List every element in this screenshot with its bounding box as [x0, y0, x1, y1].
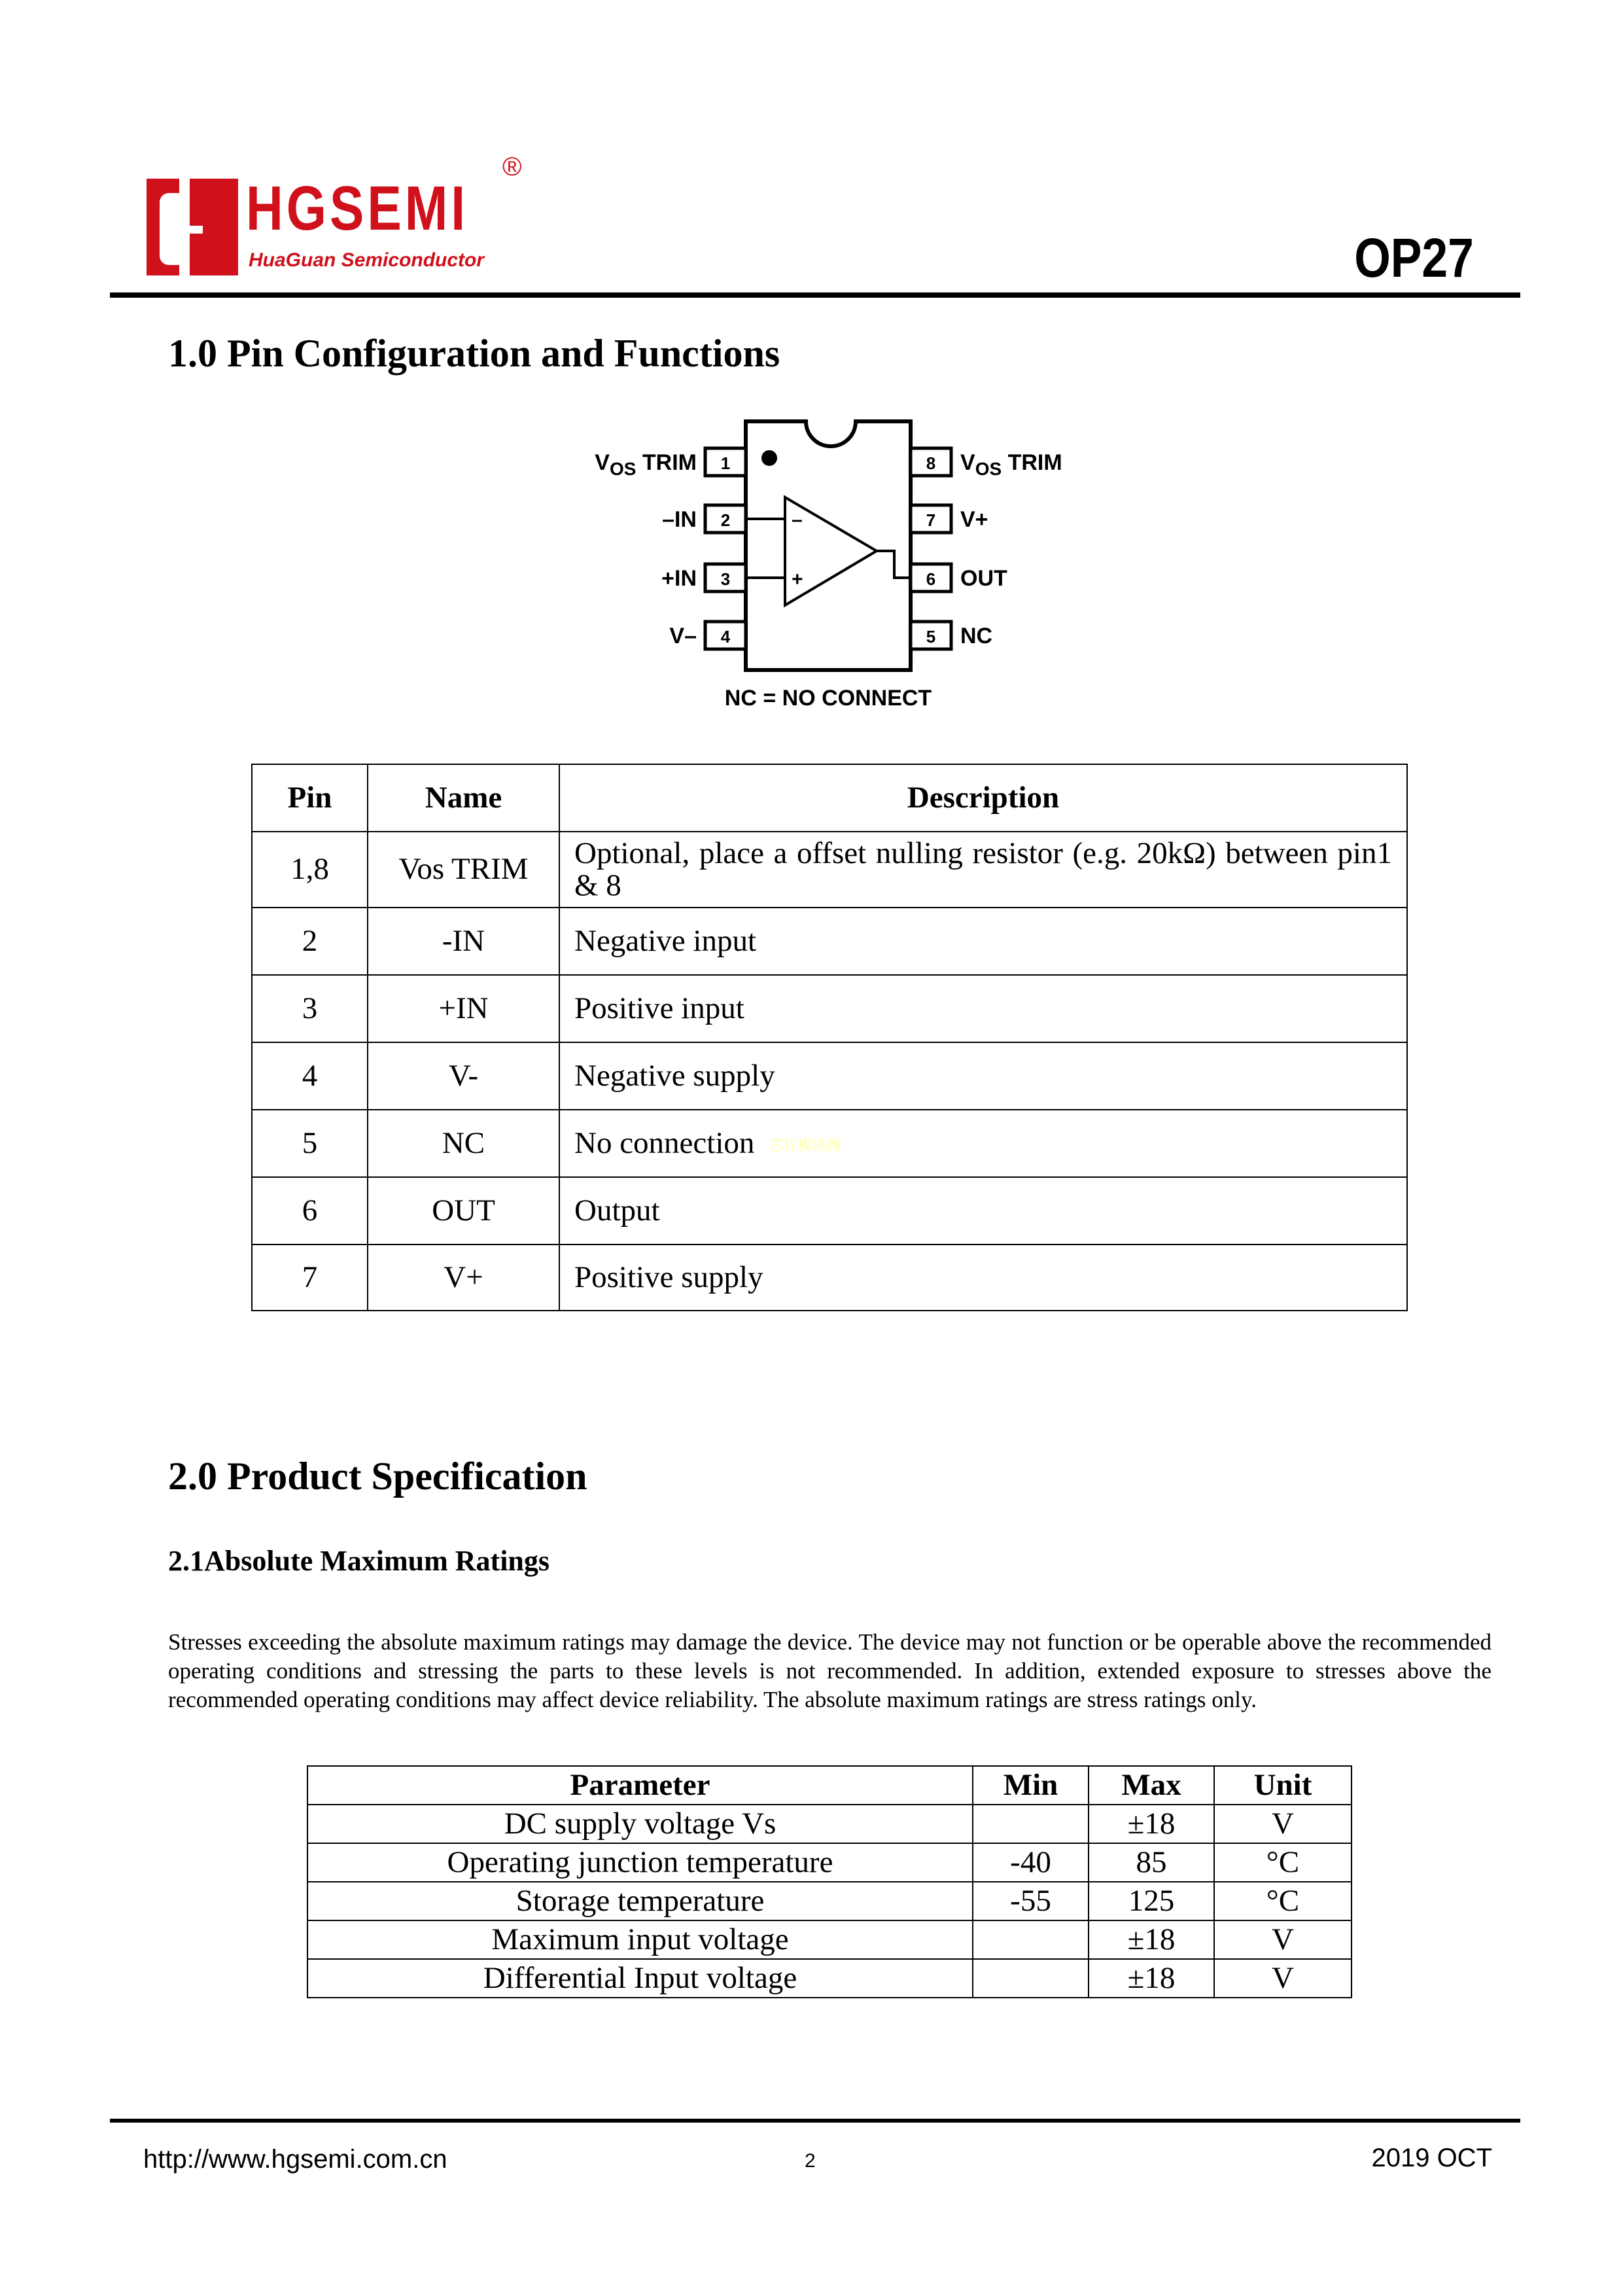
pin-2: [662, 505, 746, 533]
table-cell: Vos TRIM: [368, 832, 559, 908]
column-header: Description: [559, 764, 1407, 832]
table-cell: [973, 1959, 1089, 1998]
table-row: [252, 832, 1407, 908]
pin-5: [911, 622, 992, 649]
pin-1: [595, 448, 746, 479]
svg-text:2: 2: [720, 510, 731, 530]
svg-text:1: 1: [720, 453, 731, 473]
table-cell: Operating junction temperature: [307, 1843, 973, 1882]
table-cell: [973, 1805, 1089, 1843]
ratings-paragraph: Stresses exceeding the absolute maximum ratings may damage the device. The device may not function or be operable above the recommended operating conditions and stressing the parts to these levels is not recommended. In addition, extended exposure to stresses above the recommended operating conditions may affect device reliability. The absolute maximum ratings are stress ratings only.: [168, 1629, 1492, 1712]
section-title-product-spec: 2.0 Product Specification: [168, 1455, 587, 1498]
table-row: [307, 1805, 1352, 1843]
svg-text:VOS TRIM: $V_{OS}$ TRIM: [960, 450, 1062, 479]
table-cell: Optional, place a offset nulling resistor (e.g. 20kΩ) between pin1 & 8: [559, 832, 1407, 908]
table-cell: OUT: [368, 1177, 559, 1245]
table-cell: DC supply voltage Vs: [307, 1805, 973, 1843]
page-number: 2: [805, 2150, 816, 2172]
registered-mark: ®: [502, 152, 522, 181]
table-row: [307, 1920, 1352, 1959]
table-cell: ±18: [1089, 1805, 1214, 1843]
table-row: [252, 1110, 1407, 1177]
column-header: Parameter: [307, 1766, 973, 1805]
table-cell: Maximum input voltage: [307, 1920, 973, 1959]
pin-3: [661, 564, 746, 592]
pin-function-table: [251, 764, 1408, 1311]
svg-text:V–: V–: [669, 624, 697, 648]
table-cell: Positive input: [559, 975, 1407, 1042]
right-pins: [911, 448, 1062, 649]
svg-text:5: 5: [926, 627, 936, 646]
table-cell: Output: [559, 1177, 1407, 1245]
column-header: Min: [973, 1766, 1089, 1805]
table-cell: V+: [368, 1245, 559, 1311]
pin1-dot-icon: [761, 450, 777, 466]
svg-text:7: 7: [926, 510, 936, 530]
pin-8: [911, 448, 1062, 479]
table-cell: [973, 1920, 1089, 1959]
plus-sign: +: [792, 569, 803, 590]
table-cell: V: [1214, 1805, 1352, 1843]
table-row: [252, 908, 1407, 975]
table-cell: 5: [252, 1110, 368, 1177]
svg-text:V+: V+: [960, 507, 988, 532]
table-cell: V-: [368, 1042, 559, 1110]
svg-text:NC: NC: [960, 624, 993, 648]
table-cell: +IN: [368, 975, 559, 1042]
logo-subtitle: HuaGuan Semiconductor: [249, 249, 485, 271]
svg-text:6: 6: [926, 569, 936, 589]
table-cell: No connection 芯片模块网: [559, 1110, 1407, 1177]
table-cell: Storage temperature: [307, 1882, 973, 1920]
svg-text:4: 4: [720, 627, 731, 646]
table-cell: -40: [973, 1843, 1089, 1882]
table-cell: °C: [1214, 1882, 1352, 1920]
part-number: OP27: [1354, 227, 1474, 289]
table-cell: Negative supply: [559, 1042, 1407, 1110]
table-cell: 1,8: [252, 832, 368, 908]
footer-date: 2019 OCT: [1371, 2144, 1492, 2172]
absolute-max-ratings-table: [307, 1765, 1352, 1998]
pin-6: [911, 564, 1007, 592]
left-pins: [595, 448, 746, 649]
table-cell: V: [1214, 1920, 1352, 1959]
table-cell: Negative input: [559, 908, 1407, 975]
column-header: Unit: [1214, 1766, 1352, 1805]
table-cell: 2: [252, 908, 368, 975]
svg-text:8: 8: [926, 453, 936, 473]
pin-diagram: [563, 406, 1099, 720]
svg-text:VOS TRIM: $V_{OS}$ TRIM: [595, 450, 697, 479]
table-cell: 7: [252, 1245, 368, 1311]
table-row: [252, 1245, 1407, 1311]
logo-text: HGSEMI: [246, 173, 469, 243]
table-cell: NC: [368, 1110, 559, 1177]
table-header-row: [252, 764, 1407, 832]
table-cell: V: [1214, 1959, 1352, 1998]
table-header-row: [307, 1766, 1352, 1805]
company-logo: [147, 154, 526, 278]
svg-text:OUT: OUT: [960, 566, 1007, 591]
logo-mark-icon: [147, 179, 238, 275]
watermark: 芯片模块网: [769, 1137, 841, 1154]
table-cell: Positive supply: [559, 1245, 1407, 1311]
svg-text:3: 3: [720, 569, 731, 589]
pin-4: [669, 622, 746, 649]
subsection-title-abs-max: 2.1Absolute Maximum Ratings: [168, 1545, 550, 1577]
table-row: [307, 1843, 1352, 1882]
table-cell: 85: [1089, 1843, 1214, 1882]
table-cell: 4: [252, 1042, 368, 1110]
table-row: [307, 1959, 1352, 1998]
table-cell: 6: [252, 1177, 368, 1245]
table-row: [252, 1177, 1407, 1245]
header-divider: [110, 292, 1520, 298]
footer-url-link[interactable]: http://www.hgsemi.com.cn: [143, 2145, 447, 2174]
minus-sign: –: [792, 509, 803, 531]
table-cell: 3: [252, 975, 368, 1042]
table-cell: -55: [973, 1882, 1089, 1920]
column-header: Max: [1089, 1766, 1214, 1805]
table-cell: -IN: [368, 908, 559, 975]
table-row: [307, 1882, 1352, 1920]
column-header: Pin: [252, 764, 368, 832]
table-row: [252, 975, 1407, 1042]
table-cell: ±18: [1089, 1920, 1214, 1959]
svg-text:–IN: –IN: [662, 507, 697, 532]
table-row: [252, 1042, 1407, 1110]
svg-text:+IN: +IN: [661, 566, 697, 591]
table-cell: 125: [1089, 1882, 1214, 1920]
footer-divider: [110, 2119, 1520, 2123]
table-cell: ±18: [1089, 1959, 1214, 1998]
table-cell: °C: [1214, 1843, 1352, 1882]
column-header: Name: [368, 764, 559, 832]
table-cell: Differential Input voltage: [307, 1959, 973, 1998]
nc-note: NC = NO CONNECT: [724, 686, 932, 711]
section-title-pin-config: 1.0 Pin Configuration and Functions: [168, 332, 780, 375]
pin-7: [911, 505, 988, 533]
